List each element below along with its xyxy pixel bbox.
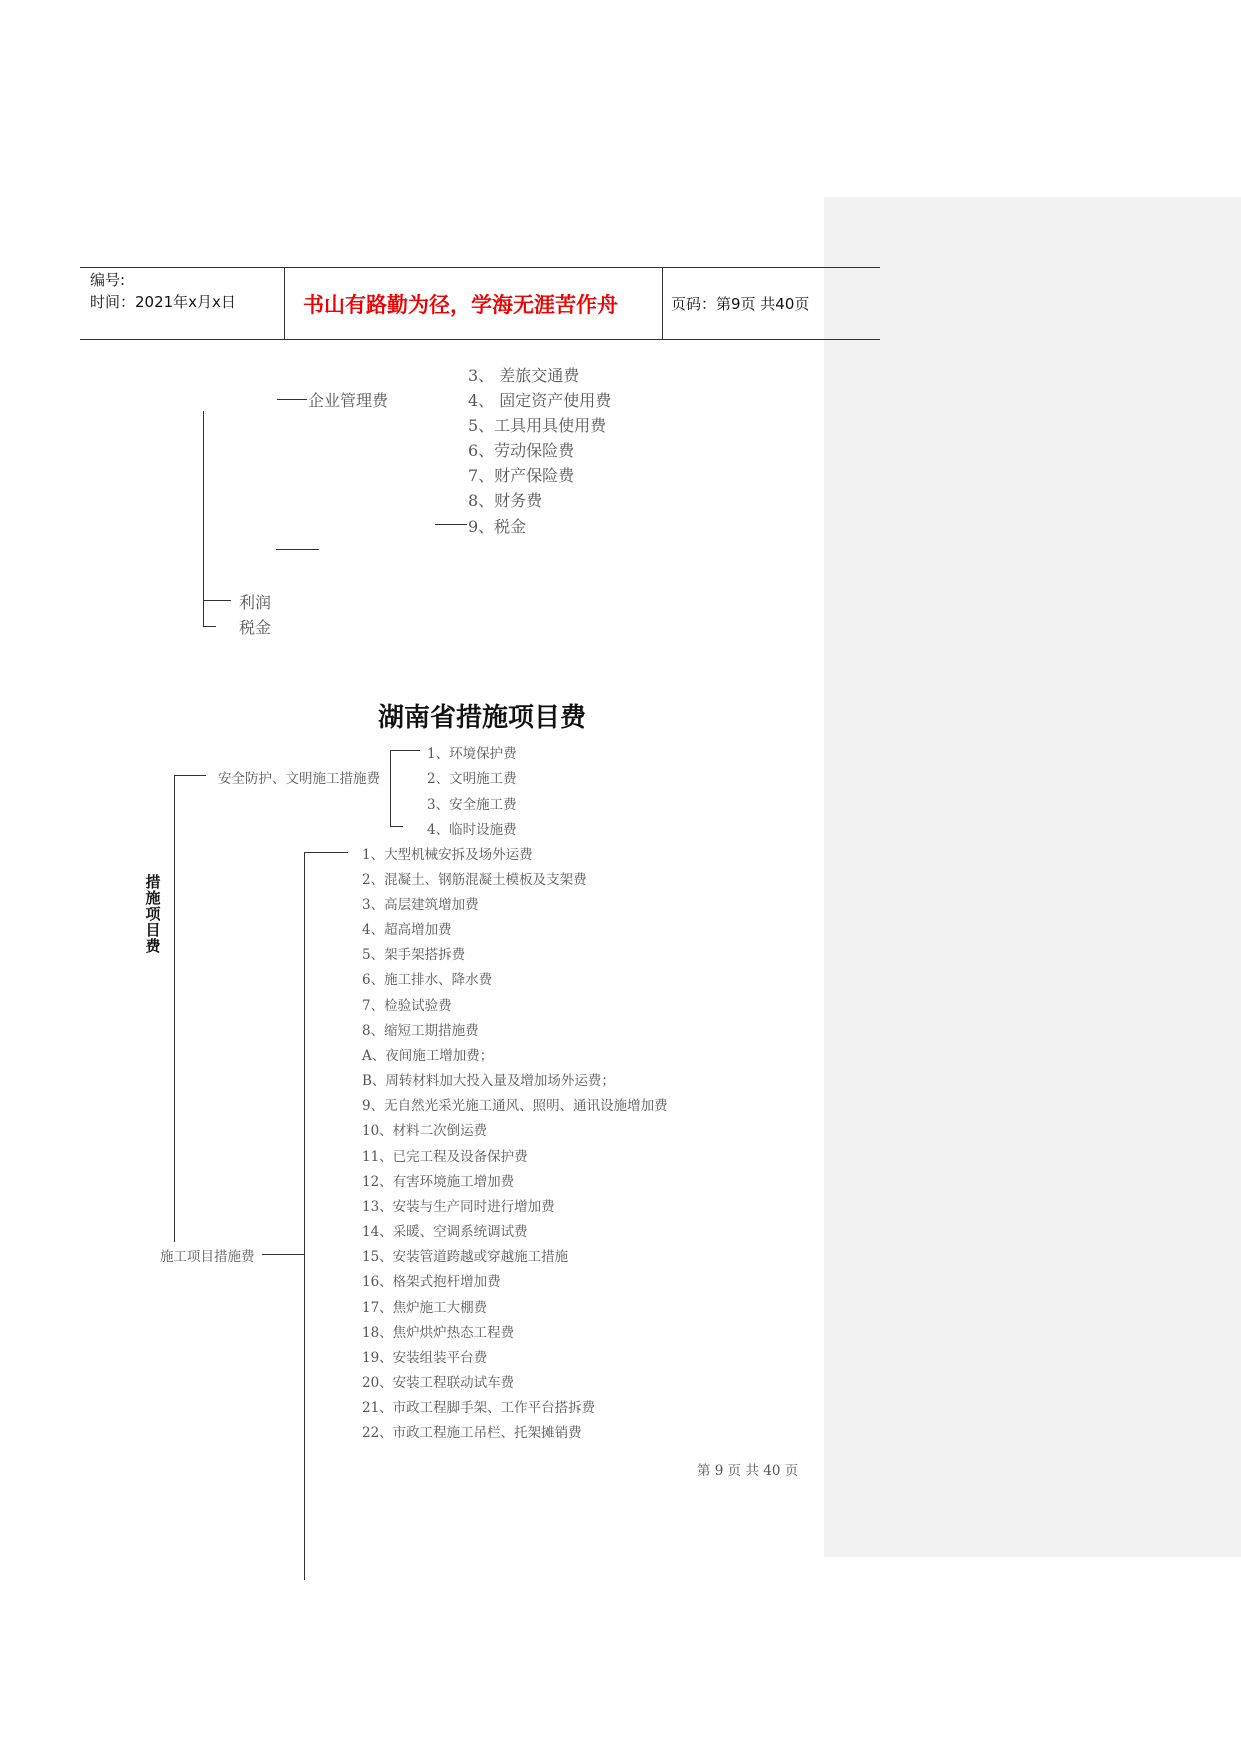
header-number-label: 编号: bbox=[90, 271, 126, 289]
construction-item: 15、安装管道跨越或穿越施工措施 bbox=[362, 1249, 569, 1265]
profit-connector bbox=[203, 600, 231, 601]
construction-item: 3、高层建筑增加费 bbox=[362, 897, 479, 913]
upper-tree-branch-label: 企业管理费 bbox=[308, 391, 389, 410]
safety-group-bracket bbox=[390, 750, 391, 826]
construction-item: 11、已完工程及设备保护费 bbox=[362, 1149, 528, 1165]
tax-connector bbox=[203, 626, 216, 627]
construction-item: 17、焦炉施工大棚费 bbox=[362, 1300, 488, 1316]
section-title: 湖南省措施项目费 bbox=[378, 703, 587, 733]
root-label: 措施项目费 bbox=[145, 873, 161, 955]
root-to-safety-connector bbox=[174, 775, 206, 776]
header-divider-right bbox=[662, 267, 663, 339]
header-motto: 书山有路勤为径，学海无涯苦作舟 bbox=[303, 292, 618, 317]
construction-bracket-top bbox=[304, 852, 348, 853]
safety-item: 2、文明施工费 bbox=[427, 771, 517, 787]
construction-item: 6、施工排水、降水费 bbox=[362, 972, 493, 988]
upper-tree-item: 8、财务费 bbox=[468, 491, 543, 510]
construction-item: 14、采暖、空调系统调试费 bbox=[362, 1224, 528, 1240]
comment-margin-panel bbox=[824, 197, 1241, 1557]
header-page-label: 页码：第9页 共40页 bbox=[671, 295, 810, 313]
header-top-rule bbox=[80, 267, 880, 268]
construction-item: 7、检验试验费 bbox=[362, 998, 452, 1014]
safety-bracket-top bbox=[390, 750, 420, 751]
root-trunk bbox=[174, 775, 175, 1242]
upper-tree-item: 6、劳动保险费 bbox=[468, 441, 575, 460]
upper-tree-tax-connector bbox=[435, 524, 467, 525]
safety-item: 1、环境保护费 bbox=[427, 746, 517, 762]
header-date-label: 时间：2021年x月x日 bbox=[90, 293, 236, 311]
construction-item: 22、市政工程施工吊栏、托架摊销费 bbox=[362, 1425, 582, 1441]
construction-item: 1、大型机械安拆及场外运费 bbox=[362, 847, 533, 863]
upper-tree-item: 4、 固定资产使用费 bbox=[468, 391, 612, 410]
construction-item: 8、缩短工期措施费 bbox=[362, 1023, 479, 1039]
construction-item: 19、安装组装平台费 bbox=[362, 1350, 488, 1366]
construction-item: 5、架手架搭拆费 bbox=[362, 947, 466, 963]
header-divider-left bbox=[284, 267, 285, 339]
safety-item: 3、安全施工费 bbox=[427, 797, 517, 813]
upper-tree-branch-connector bbox=[277, 399, 307, 400]
construction-item: 2、混凝土、钢筋混凝土模板及支架费 bbox=[362, 872, 587, 888]
construction-group-label: 施工项目措施费 bbox=[160, 1249, 255, 1265]
construction-item: 10、材料二次倒运费 bbox=[362, 1123, 488, 1139]
construction-item: 16、格架式抱杆增加费 bbox=[362, 1274, 501, 1290]
safety-group-label: 安全防护、文明施工措施费 bbox=[218, 771, 380, 787]
construction-item: 21、市政工程脚手架、工作平台搭拆费 bbox=[362, 1400, 596, 1416]
construction-item: 12、有害环境施工增加费 bbox=[362, 1174, 515, 1190]
safety-item: 4、临时设施费 bbox=[427, 822, 517, 838]
tax-label: 税金 bbox=[239, 618, 272, 637]
header-bottom-rule bbox=[80, 339, 880, 340]
profit-label: 利润 bbox=[239, 593, 272, 612]
construction-item: 18、焦炉烘炉热态工程费 bbox=[362, 1325, 515, 1341]
construction-item: 20、安装工程联动试车费 bbox=[362, 1375, 515, 1391]
upper-tree-empty-connector bbox=[276, 549, 319, 550]
construction-item: B、周转材料加大投入量及增加场外运费； bbox=[362, 1073, 615, 1089]
construction-item: 4、超高增加费 bbox=[362, 922, 452, 938]
construction-group-connector bbox=[262, 1254, 304, 1255]
construction-item: 13、安装与生产同时进行增加费 bbox=[362, 1199, 555, 1215]
construction-item: A、夜间施工增加费； bbox=[362, 1048, 494, 1064]
upper-tree-item: 7、财产保险费 bbox=[468, 466, 575, 485]
construction-item: 9、无自然光采光施工通风、照明、通讯设施增加费 bbox=[362, 1098, 668, 1114]
upper-tree-trunk bbox=[203, 411, 204, 627]
construction-group-bracket bbox=[304, 852, 305, 1580]
safety-bracket-bottom bbox=[390, 826, 403, 827]
upper-tree-item: 5、工具用具使用费 bbox=[468, 416, 607, 435]
upper-tree-item: 9、税金 bbox=[468, 517, 527, 536]
upper-tree-item: 3、 差旅交通费 bbox=[468, 366, 580, 385]
page-footer: 第 9 页 共 40 页 bbox=[697, 1463, 799, 1479]
